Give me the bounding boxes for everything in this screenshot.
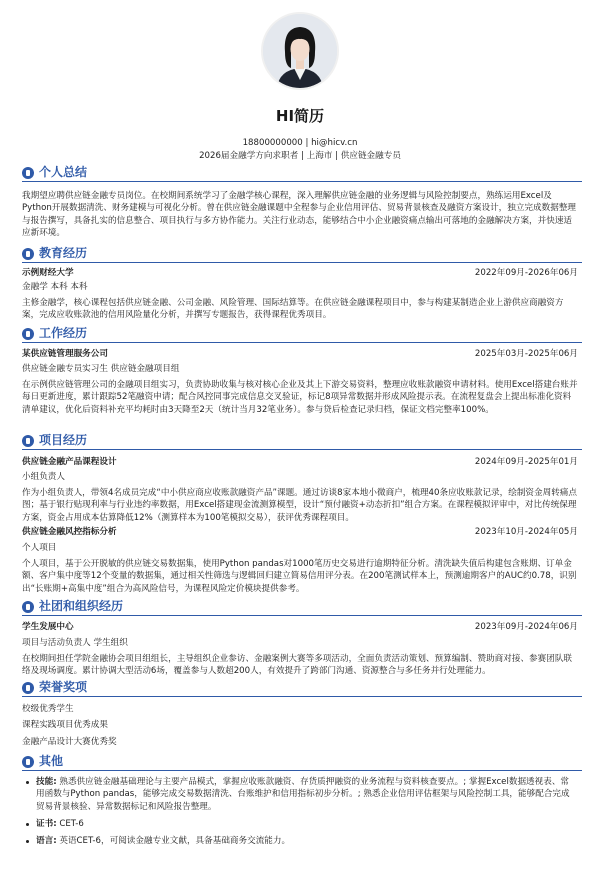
- project-header: [22, 456, 578, 468]
- section-other: [22, 754, 582, 846]
- section-marker-icon: [22, 601, 34, 613]
- avatar-photo-icon: [263, 14, 337, 88]
- section-divider: [22, 262, 582, 263]
- section-summary: [22, 165, 582, 239]
- project-role: 个人项目: [22, 543, 57, 553]
- other-text: 英语CET-6，可阅读金融专业文献，具备基础商务交流能力。: [56, 836, 291, 846]
- project-text: 个人项目，基于公开脱敏的供应链交易数据集，使用Python pandas对1000笔历史交易进行逾期特征分析。清洗缺失值后构建包含账期、订单金额、客户集中度等12个变量的数据集，通过相关性筛选与逻辑回归建立简易信用评分表。在200笔测试样本上，预测逾期客户的AUC约0.78，识别出“长账期+高集中度”组合为高风险信号，为课程风险定价模块提供参考。: [22, 559, 577, 594]
- company-name: 某供应链管理服务公司: [22, 349, 108, 359]
- bullet-icon: [26, 781, 29, 784]
- section-marker-icon: [22, 435, 34, 447]
- work-role: 供应链金融专员实习生 供应链金融项目组: [22, 364, 180, 374]
- project-date: 2023年10月-2024年05月: [474, 527, 578, 537]
- section-title: 工作经历: [39, 326, 88, 340]
- summary-text: 我期望应聘供应链金融专员岗位。在校期间系统学习了金融学核心课程，深入理解供应链金融的业务逻辑与风险控制要点，熟练运用Excel及Python开展数据清洗、财务建模与可视化分析。曾在供应链金融课题中全程参与企业信用评估、贸易背景核查及融资方案设计，独立完成数据整理与报告撰写，具备扎实的信息整合、项目执行与多方协作能力。关注行业动态，能够结合中小企业融资痛点输出可落地的金融解决方案，并快速适应新环境。: [22, 191, 577, 239]
- section-divider: [22, 615, 582, 616]
- education-degree: 金融学 本科 本科: [22, 282, 88, 292]
- work-text: 在示例供应链管理公司的金融项目组实习，负责协助收集与核对核心企业及其上下游交易资料，整理应收账款融资申请材料。使用Excel搭建台账并每日更新进度，累计跟踪52笔融资申请；配合风控同事完成信息交叉验证，标记8项异常数据并形成风险提示表。在流程复盘会上提出标准化资料清单建议，优化后资料补充平均耗时由3天降至2天（统计当月32笔业务）。参与贷后检查记录归档，保证文档完整率100%。: [22, 380, 578, 415]
- section-marker-icon: [22, 248, 34, 260]
- section-projects: [22, 433, 582, 594]
- section-title: 荣誉奖项: [39, 680, 88, 694]
- other-item-language: [28, 835, 576, 847]
- section-title: 社团和组织经历: [39, 599, 124, 613]
- bullet-icon: [26, 840, 29, 843]
- campus-text: 在校期间担任学院金融协会项目组组长，主导组织企业参访、金融案例大赛等多项活动，全面负责活动策划、预算编制、赞助商对接、参赛团队联络及现场调度。累计协调大型活动6场，覆盖参与人数超200人，有效提升了跨部门沟通、资源整合与多任务并行处理能力。: [22, 654, 573, 677]
- avatar: [263, 14, 337, 88]
- section-campus: [22, 599, 582, 677]
- section-divider: [22, 181, 582, 182]
- campus-role: 项目与活动负责人 学生组织: [22, 638, 128, 648]
- section-divider: [22, 449, 582, 450]
- section-title: 教育经历: [39, 246, 88, 260]
- project-role: 小组负责人: [22, 472, 65, 482]
- education-date: 2022年09月-2026年06月: [474, 268, 578, 278]
- project-text: 作为小组负责人，带领4名成员完成“中小供应商应收账款融资产品”课题。通过访谈8家本地小微商户，梳理40条应收账款记录，绘制资金周转痛点图；基于银行贴现利率与行业违约率数据，用Excel搭建现金流测算模型，设计“预付融资+动态折扣”组合方案。在课程模拟评审中，对比传统保理方案，资金占用成本估算降低12%（测算样本为100笔模拟交易），获评优秀课程项目。: [22, 488, 577, 523]
- project-date: 2024年09月-2025年01月: [474, 457, 578, 467]
- school-name: 示例财经大学: [22, 268, 74, 278]
- section-title: 项目经历: [39, 433, 88, 447]
- section-education: [22, 246, 582, 321]
- section-divider: [22, 696, 582, 697]
- other-item-skills: [28, 776, 576, 813]
- other-text: 熟悉供应链金融基础理论与主要产品模式，掌握应收账款融资、存货质押融资的业务流程与资料核查要点。; 掌握Excel数据透视表、常用函数与Python pandas，能够完成交易数据清洗、台账维护和信用指标初步分析。; 熟悉企业信用评估框架与风险控制工具，能够配合完成贸易背景核验、异常数据标记和风险报告整理。: [36, 777, 570, 812]
- other-label: 技能:: [36, 777, 57, 787]
- section-divider: [22, 770, 582, 771]
- other-label: 语言:: [36, 836, 57, 846]
- section-title: 个人总结: [39, 165, 88, 179]
- education-text: 主修金融学，核心课程包括供应链金融、公司金融、风险管理、国际结算等。在供应链金融课程项目中，参与构建某制造企业上游供应商融资方案，完成应收账款池的信用风险量化分析，并撰写专题报告，获得课程优秀项目。: [22, 298, 564, 321]
- org-name: 学生发展中心: [22, 622, 74, 632]
- project-name: 供应链金融风控指标分析: [22, 527, 117, 537]
- contact-info: 18800000000 | hi@hicv.cn: [242, 138, 358, 148]
- work-header: [22, 348, 578, 360]
- section-divider: [22, 342, 582, 343]
- section-marker-icon: [22, 682, 34, 694]
- other-item-cert: [28, 818, 576, 830]
- award-item: 课程实践项目优秀成果: [22, 720, 108, 730]
- education-header: [22, 267, 578, 279]
- award-item: 校级优秀学生: [22, 704, 74, 714]
- campus-header: [22, 621, 578, 633]
- section-work: [22, 326, 582, 415]
- other-label: 证书:: [36, 819, 57, 829]
- bullet-icon: [26, 823, 29, 826]
- project-header: [22, 526, 578, 538]
- project-name: 供应链金融产品课程设计: [22, 457, 117, 467]
- job-intent: 2026届金融学方向求职者 | 上海市 | 供应链金融专员: [199, 151, 401, 161]
- section-marker-icon: [22, 167, 34, 179]
- section-title: 其他: [39, 754, 64, 768]
- section-marker-icon: [22, 328, 34, 340]
- campus-date: 2023年09月-2024年06月: [474, 622, 578, 632]
- work-date: 2025年03月-2025年06月: [474, 349, 578, 359]
- other-text: CET-6: [56, 819, 84, 829]
- resume-name: HI简历: [275, 107, 325, 125]
- section-marker-icon: [22, 756, 34, 768]
- section-awards: [22, 680, 582, 747]
- award-item: 金融产品设计大赛优秀奖: [22, 737, 117, 747]
